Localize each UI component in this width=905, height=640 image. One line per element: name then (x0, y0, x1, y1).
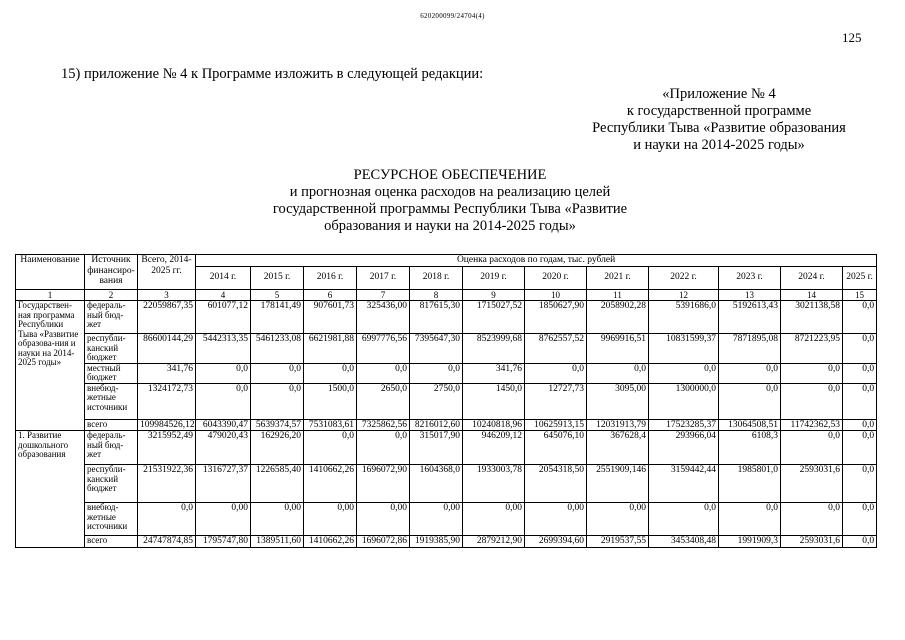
year-value-cell: 817615,30 (410, 301, 463, 334)
title-line: государственной программы Республики Тыва «Развитие (272, 201, 628, 217)
year-value-cell: 367628,4 (587, 431, 649, 465)
funding-source: внебюд-жетные источники (85, 383, 138, 419)
year-value-cell: 0,00 (587, 503, 649, 536)
year-value-cell: 1696072,86 (357, 536, 410, 548)
year-value-cell: 2650,0 (357, 383, 410, 419)
column-number: 12 (649, 289, 719, 301)
year-value-cell: 2593031,6 (781, 536, 843, 548)
year-value-cell: 3159442,44 (649, 465, 719, 503)
table-row (16, 383, 877, 419)
year-value-cell: 1991909,3 (719, 536, 781, 548)
year-value-cell: 0,0 (196, 363, 251, 383)
year-value-cell: 1604368,0 (410, 465, 463, 503)
year-value-cell: 0,0 (781, 431, 843, 465)
year-value-cell: 0,0 (843, 419, 877, 431)
year-value-cell: 2551909,146 (587, 465, 649, 503)
year-value-cell: 3021138,58 (781, 301, 843, 334)
appendix-line: «Приложение № 4 (662, 86, 776, 102)
year-value-cell: 8216012,60 (410, 419, 463, 431)
header-year: 2016 г. (304, 266, 357, 289)
year-value-cell: 7395647,30 (410, 334, 463, 364)
table-row (16, 363, 877, 383)
table-row (16, 419, 877, 431)
header-year: 2019 г. (463, 266, 525, 289)
column-number: 3 (138, 289, 196, 301)
title-line: РЕСУРСНОЕ ОБЕСПЕЧЕНИЕ (353, 167, 547, 183)
year-value-cell: 5442313,35 (196, 334, 251, 364)
header-year: 2023 г. (719, 266, 781, 289)
appendix-heading (569, 86, 869, 154)
total-cell: 341,76 (138, 363, 196, 383)
year-value-cell: 0,0 (843, 431, 877, 465)
year-value-cell: 0,0 (251, 363, 304, 383)
year-value-cell: 1226585,40 (251, 465, 304, 503)
year-value-cell: 2699394,60 (525, 536, 587, 548)
year-value-cell: 1696072,90 (357, 465, 410, 503)
year-value-cell: 5391686,0 (649, 301, 719, 334)
year-value-cell: 0,0 (304, 431, 357, 465)
year-value-cell: 3095,00 (587, 383, 649, 419)
header-year: 2022 г. (649, 266, 719, 289)
year-value-cell: 7531083,61 (304, 419, 357, 431)
column-number: 1 (16, 289, 85, 301)
year-value-cell: 0,0 (587, 363, 649, 383)
year-value-cell: 1316727,37 (196, 465, 251, 503)
year-value-cell: 2593031,6 (781, 465, 843, 503)
column-number: 11 (587, 289, 649, 301)
year-value-cell: 0,00 (196, 503, 251, 536)
header-year-group: Оценка расходов по годам, тыс. рублей (196, 255, 877, 267)
total-cell: 3215952,49 (138, 431, 196, 465)
document-title (150, 167, 750, 235)
funding-source: всего (85, 419, 138, 431)
year-value-cell: 8721223,95 (781, 334, 843, 364)
year-value-cell: 0,0 (781, 503, 843, 536)
year-value-cell: 325436,00 (357, 301, 410, 334)
year-value-cell: 0,00 (525, 503, 587, 536)
year-value-cell: 10240818,96 (463, 419, 525, 431)
resource-table (15, 254, 877, 548)
year-value-cell: 0,0 (357, 363, 410, 383)
year-value-cell: 6108,3 (719, 431, 781, 465)
year-value-cell: 0,0 (357, 431, 410, 465)
title-line: образования и науки на 2014-2025 годы» (324, 218, 576, 234)
year-value-cell: 341,76 (463, 363, 525, 383)
year-value-cell: 5639374,57 (251, 419, 304, 431)
year-value-cell: 1450,0 (463, 383, 525, 419)
column-number: 4 (196, 289, 251, 301)
header-year: 2020 г. (525, 266, 587, 289)
funding-source: местный бюджет (85, 363, 138, 383)
year-value-cell: 1300000,0 (649, 383, 719, 419)
header-year: 2015 г. (251, 266, 304, 289)
page-number: 125 (842, 30, 862, 45)
year-value-cell: 1410662,26 (304, 536, 357, 548)
year-value-cell: 3453408,48 (649, 536, 719, 548)
header-year: 2018 г. (410, 266, 463, 289)
funding-source: федераль-ный бюд-жет (85, 301, 138, 334)
year-value-cell: 0,0 (251, 383, 304, 419)
year-value-cell: 5192613,43 (719, 301, 781, 334)
year-value-cell: 12727,73 (525, 383, 587, 419)
header-year: 2025 г. (843, 266, 877, 289)
year-value-cell: 315017,90 (410, 431, 463, 465)
year-value-cell: 6043390,47 (196, 419, 251, 431)
year-value-cell: 7871895,08 (719, 334, 781, 364)
year-value-cell: 6621981,88 (304, 334, 357, 364)
year-value-cell: 0,00 (463, 503, 525, 536)
funding-source: федераль-ный бюд-жет (85, 431, 138, 465)
funding-source: республи-канский бюджет (85, 334, 138, 364)
column-number: 15 (843, 289, 877, 301)
year-value-cell: 645076,10 (525, 431, 587, 465)
year-value-cell: 1933003,78 (463, 465, 525, 503)
year-value-cell: 2054318,50 (525, 465, 587, 503)
year-value-cell: 0,0 (719, 503, 781, 536)
year-value-cell: 0,0 (649, 503, 719, 536)
total-cell: 0,0 (138, 503, 196, 536)
year-value-cell: 13064508,51 (719, 419, 781, 431)
year-value-cell: 1500,0 (304, 383, 357, 419)
title-line: и прогнозная оценка расходов на реализацию целей (289, 184, 611, 200)
column-number: 10 (525, 289, 587, 301)
year-value-cell: 0,0 (843, 383, 877, 419)
instruction-text: 15) приложение № 4 к Программе изложить в следующей редакции: (61, 66, 484, 82)
funding-source: внебюд-жетные источники (85, 503, 138, 536)
year-value-cell: 2750,0 (410, 383, 463, 419)
year-value-cell: 293966,04 (649, 431, 719, 465)
total-cell: 22059867,35 (138, 301, 196, 334)
year-value-cell: 2919537,55 (587, 536, 649, 548)
year-value-cell: 0,0 (843, 301, 877, 334)
year-value-cell: 0,0 (843, 363, 877, 383)
year-value-cell: 10625913,15 (525, 419, 587, 431)
appendix-line: к государственной программе (626, 103, 812, 119)
year-value-cell: 0,0 (196, 383, 251, 419)
year-value-cell: 0,00 (410, 503, 463, 536)
year-value-cell: 0,0 (304, 363, 357, 383)
funding-source: всего (85, 536, 138, 548)
year-value-cell: 8762557,52 (525, 334, 587, 364)
total-cell: 86600144,29 (138, 334, 196, 364)
header-year: 2024 г. (781, 266, 843, 289)
year-value-cell: 162926,20 (251, 431, 304, 465)
program-name: Государствен-ная программа Республики Тыва «Развитие образова-ния и науки на 2014-2025 годы» (16, 301, 85, 431)
year-value-cell: 6997776,56 (357, 334, 410, 364)
year-value-cell: 0,0 (649, 363, 719, 383)
year-value-cell: 0,0 (719, 383, 781, 419)
total-cell: 109984526,12 (138, 419, 196, 431)
column-number: 7 (357, 289, 410, 301)
header-year: 2017 г. (357, 266, 410, 289)
year-value-cell: 11742362,53 (781, 419, 843, 431)
year-value-cell: 9969916,51 (587, 334, 649, 364)
column-number: 8 (410, 289, 463, 301)
funding-source: республи-канский бюджет (85, 465, 138, 503)
table-row (16, 431, 877, 465)
year-value-cell: 0,0 (843, 503, 877, 536)
year-value-cell: 2058902,28 (587, 301, 649, 334)
document-code: 620200099/24704(4) (420, 12, 485, 20)
year-value-cell: 0,0 (781, 383, 843, 419)
year-value-cell: 178141,49 (251, 301, 304, 334)
year-value-cell: 907601,73 (304, 301, 357, 334)
column-number: 5 (251, 289, 304, 301)
table-row (16, 536, 877, 548)
year-value-cell: 0,00 (357, 503, 410, 536)
column-number: 14 (781, 289, 843, 301)
year-value-cell: 479020,43 (196, 431, 251, 465)
year-value-cell: 0,0 (843, 536, 877, 548)
header-source: Источник финансиро-вания (85, 255, 138, 290)
appendix-line: Республики Тыва «Развитие образования (592, 120, 846, 136)
year-value-cell: 0,00 (304, 503, 357, 536)
table-row (16, 334, 877, 364)
header-year: 2021 г. (587, 266, 649, 289)
year-value-cell: 12031913,79 (587, 419, 649, 431)
year-value-cell: 0,00 (251, 503, 304, 536)
year-value-cell: 1919385,90 (410, 536, 463, 548)
year-value-cell: 1389511,60 (251, 536, 304, 548)
total-cell: 24747874,85 (138, 536, 196, 548)
header-total: Всего, 2014-2025 гг. (138, 255, 196, 290)
column-number: 2 (85, 289, 138, 301)
year-value-cell: 8523999,68 (463, 334, 525, 364)
year-value-cell: 1795747,80 (196, 536, 251, 548)
year-value-cell: 0,0 (781, 363, 843, 383)
year-value-cell: 601077,12 (196, 301, 251, 334)
year-value-cell: 2879212,90 (463, 536, 525, 548)
year-value-cell: 0,0 (410, 363, 463, 383)
header-name: Наименование (16, 255, 85, 290)
year-value-cell: 1410662,26 (304, 465, 357, 503)
column-number: 13 (719, 289, 781, 301)
table-row (16, 301, 877, 334)
year-value-cell: 0,0 (843, 465, 877, 503)
total-cell: 1324172,73 (138, 383, 196, 419)
year-value-cell: 0,0 (719, 363, 781, 383)
column-number: 9 (463, 289, 525, 301)
year-value-cell: 7325862,56 (357, 419, 410, 431)
program-name: 1. Развитие дошкольного образования (16, 431, 85, 548)
year-value-cell: 1715027,52 (463, 301, 525, 334)
year-value-cell: 1985801,0 (719, 465, 781, 503)
year-value-cell: 0,0 (525, 363, 587, 383)
year-value-cell: 17523285,37 (649, 419, 719, 431)
year-value-cell: 10831599,37 (649, 334, 719, 364)
year-value-cell: 5461233,08 (251, 334, 304, 364)
year-value-cell: 0,0 (843, 334, 877, 364)
table-row (16, 465, 877, 503)
appendix-line: и науки на 2014-2025 годы» (633, 137, 805, 153)
table-row (16, 503, 877, 536)
header-year: 2014 г. (196, 266, 251, 289)
year-value-cell: 946209,12 (463, 431, 525, 465)
total-cell: 21531922,36 (138, 465, 196, 503)
year-value-cell: 1850627,90 (525, 301, 587, 334)
column-number: 6 (304, 289, 357, 301)
